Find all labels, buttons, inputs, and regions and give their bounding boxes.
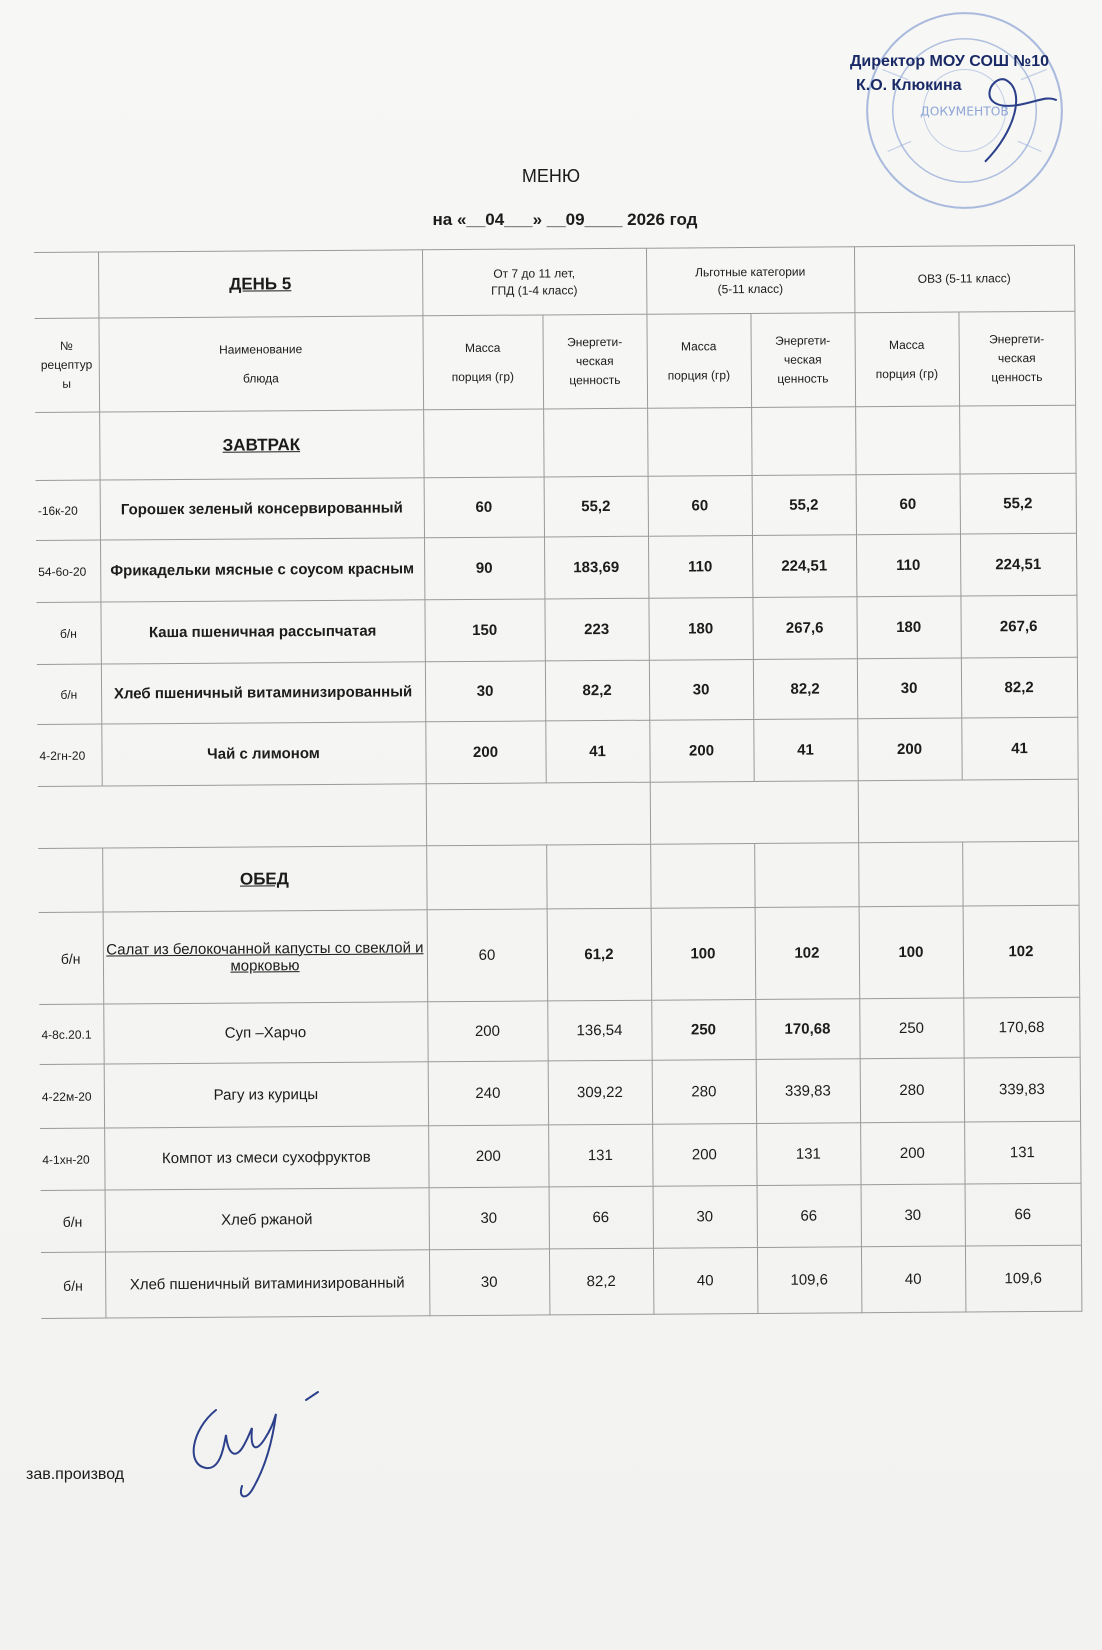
group-header-1: От 7 до 11 лет, ГПД (1-4 класс) xyxy=(422,248,646,316)
cell-value: 250 xyxy=(859,998,963,1059)
cell-value: 150 xyxy=(424,599,544,662)
cell-value: 30 xyxy=(429,1187,549,1250)
cell-value: 102 xyxy=(963,905,1080,998)
cell-value: 60 xyxy=(424,477,544,538)
cell-value: 41 xyxy=(545,720,649,783)
page-title: МЕНЮ xyxy=(521,166,581,186)
signature-icon xyxy=(176,1390,326,1510)
cell-value: 180 xyxy=(856,596,960,659)
table-row xyxy=(39,997,1079,1064)
cell-value: 41 xyxy=(961,717,1077,780)
cell-value: 224,51 xyxy=(960,533,1076,596)
cell-value: 82,2 xyxy=(545,660,649,721)
recipe-code: б/н xyxy=(39,912,104,1004)
cell-value: 55,2 xyxy=(960,473,1076,534)
cell-value: 110 xyxy=(856,534,960,597)
recipe-code: -16к-20 xyxy=(36,480,100,540)
recipe-code: б/н xyxy=(37,664,101,724)
cell-value: 267,6 xyxy=(960,595,1076,658)
dish-name: Горошек зеленый консервированный xyxy=(100,478,424,540)
cell-value: 41 xyxy=(753,719,857,782)
cell-value: 280 xyxy=(860,1058,964,1123)
dish-name: Суп –Харчо xyxy=(103,1002,427,1064)
cell-value: 250 xyxy=(651,999,755,1060)
table-row xyxy=(37,657,1077,724)
cell-value: 100 xyxy=(651,907,756,1000)
cell-value: 40 xyxy=(861,1246,965,1313)
recipe-code: 4-8с.20.1 xyxy=(39,1004,103,1064)
dish-name: Рагу из курицы xyxy=(104,1062,428,1128)
dish-name: Салат из белокочанной капусты со свеклой и морковью xyxy=(103,910,428,1004)
cell-value: 170,68 xyxy=(755,999,859,1060)
table-row xyxy=(41,1183,1081,1252)
cell-value: 200 xyxy=(652,1123,756,1186)
spacer-row xyxy=(38,779,1078,848)
recipe-column-header: № рецептур ы xyxy=(34,318,99,412)
cell-value: 30 xyxy=(425,661,545,722)
table-row xyxy=(36,473,1076,540)
table-row xyxy=(41,1245,1081,1318)
table-row xyxy=(40,1057,1080,1128)
cell-value: 170,68 xyxy=(963,997,1079,1058)
dish-name: Хлеб ржаной xyxy=(105,1188,429,1252)
dish-name: Хлеб пшеничный витаминизированный xyxy=(105,1250,429,1318)
cell-value: 339,83 xyxy=(756,1059,860,1124)
cell-value: 66 xyxy=(757,1185,861,1248)
section-row-lunch xyxy=(38,841,1078,912)
cell-value: 82,2 xyxy=(961,657,1077,718)
cell-value: 267,6 xyxy=(752,597,856,660)
recipe-code: 4-1хн-20 xyxy=(40,1128,104,1190)
cell-value: 200 xyxy=(649,719,753,782)
cell-value: 30 xyxy=(861,1184,965,1247)
group-header-2: Льготные категории (5-11 класс) xyxy=(646,247,854,314)
table-row xyxy=(36,595,1076,664)
cell-value: 131 xyxy=(756,1123,860,1186)
cell-value: 30 xyxy=(649,659,753,720)
table-row xyxy=(37,717,1077,786)
recipe-code: 54-6о-20 xyxy=(36,540,100,602)
cell-value: 180 xyxy=(648,597,752,660)
section-row-breakfast xyxy=(35,405,1075,480)
header-row-2 xyxy=(34,311,1075,412)
cell-value: 102 xyxy=(755,907,860,1000)
approval-block xyxy=(850,50,1049,98)
cell-value: 100 xyxy=(859,906,964,999)
cell-value: 200 xyxy=(857,718,961,781)
cell-value: 40 xyxy=(653,1247,757,1314)
cell-value: 30 xyxy=(653,1185,757,1248)
table-row xyxy=(36,533,1076,602)
recipe-code: б/н xyxy=(41,1252,105,1318)
cell-value: 183,69 xyxy=(544,536,648,599)
cell-value: 223 xyxy=(544,598,648,661)
section-title-lunch: ОБЕД xyxy=(239,868,289,889)
cell-value: 200 xyxy=(860,1122,964,1185)
stamp-text: ДОКУМЕНТОВ xyxy=(920,104,1009,119)
menu-table xyxy=(34,245,1082,1319)
dish-name: Хлеб пшеничный витаминизированный xyxy=(101,662,425,724)
energy-column-header: Энергети- ческая ценность xyxy=(958,311,1075,406)
cell-value: 110 xyxy=(648,535,752,598)
cell-value: 30 xyxy=(429,1249,549,1316)
cell-value: 61,2 xyxy=(547,908,652,1001)
cell-value: 200 xyxy=(427,1001,547,1062)
recipe-code: б/н xyxy=(41,1190,105,1252)
table-row xyxy=(39,905,1080,1004)
cell-value: 60 xyxy=(856,474,960,535)
group-header-3: ОВЗ (5-11 класс) xyxy=(854,245,1074,313)
dish-name: Каша пшеничная рассыпчатая xyxy=(100,600,424,664)
cell-value: 60 xyxy=(427,909,548,1002)
dish-name: Чай с лимоном xyxy=(101,722,425,786)
cell-value: 136,54 xyxy=(547,1000,651,1061)
cell-value: 109,6 xyxy=(965,1245,1081,1312)
approval-director: Директор МОУ СОШ №10 xyxy=(850,53,1050,70)
recipe-code: б/н xyxy=(36,602,100,664)
cell-value: 90 xyxy=(424,537,544,600)
cell-value: 339,83 xyxy=(964,1057,1080,1122)
cell-value: 60 xyxy=(648,475,752,536)
cell-value: 55,2 xyxy=(752,475,856,536)
section-title-breakfast: ЗАВТРАК xyxy=(222,434,301,455)
mass-column-header: Масса порция (гр) xyxy=(422,315,543,410)
cell-value: 200 xyxy=(428,1125,548,1188)
header-row-1 xyxy=(34,245,1074,318)
name-column-header: Наименование блюда xyxy=(98,316,423,412)
footer-position: зав.производ xyxy=(26,1466,125,1483)
approval-name: К.О. Клюкина xyxy=(856,77,962,94)
cell-value: 30 xyxy=(857,658,961,719)
energy-column-header: Энергети- ческая ценность xyxy=(542,314,647,409)
cell-value: 66 xyxy=(549,1186,653,1249)
cell-value: 131 xyxy=(548,1124,652,1187)
cell-value: 131 xyxy=(964,1121,1080,1184)
cell-value: 200 xyxy=(425,721,545,784)
table-row xyxy=(40,1121,1080,1190)
cell-value: 280 xyxy=(652,1059,756,1124)
dish-name: Фрикадельки мясные с соусом красным xyxy=(100,538,424,602)
cell-value: 82,2 xyxy=(753,659,857,720)
cell-value: 109,6 xyxy=(757,1247,861,1314)
cell-value: 82,2 xyxy=(549,1248,653,1315)
mass-column-header: Масса порция (гр) xyxy=(646,313,751,408)
cell-value: 224,51 xyxy=(752,535,856,598)
energy-column-header: Энергети- ческая ценность xyxy=(750,313,855,408)
mass-column-header: Масса порция (гр) xyxy=(854,312,959,407)
recipe-code: 4-2гн-20 xyxy=(37,724,101,786)
cell-value: 55,2 xyxy=(544,476,648,537)
cell-value: 66 xyxy=(965,1183,1081,1246)
recipe-code: 4-22м-20 xyxy=(40,1064,104,1128)
date-line: на «__04___» __09____ 2026 год xyxy=(432,210,698,229)
cell-value: 309,22 xyxy=(548,1060,652,1125)
day-title: ДЕНЬ 5 xyxy=(229,273,292,294)
dish-name: Компот из смеси сухофруктов xyxy=(104,1126,428,1190)
cell-value: 240 xyxy=(428,1061,548,1126)
